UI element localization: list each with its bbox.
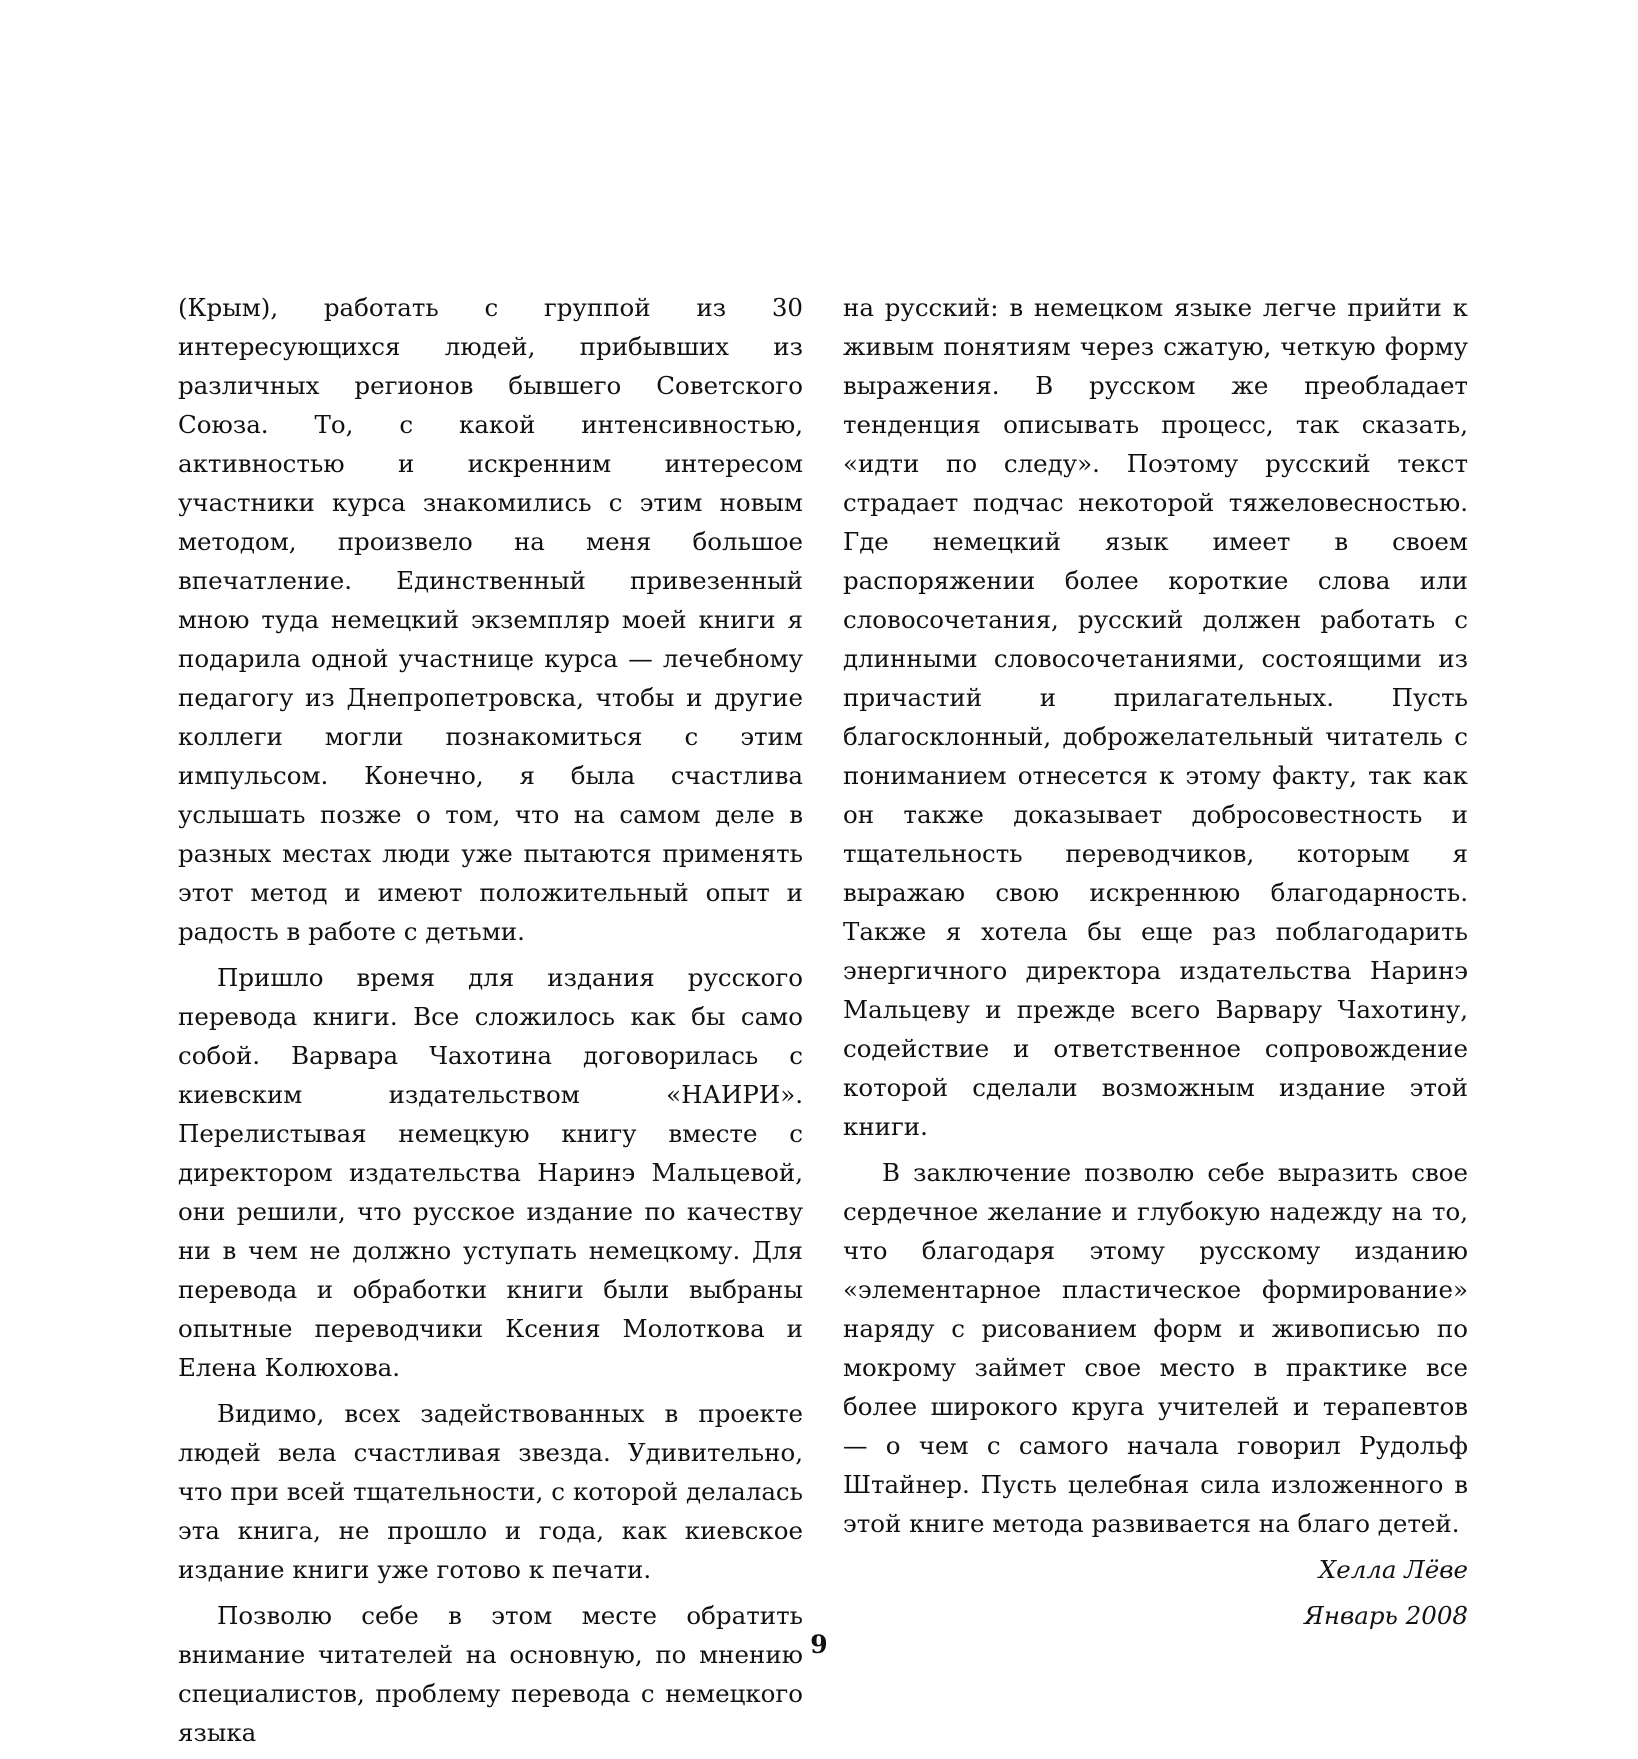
paragraph-left-3: Видимо, всех задействованных в проекте людей вела счастливая звезда. Удивительно, что при всей тщательности, с которой делалась эта книга, не прошло и года, как киевское издание книги уже готово к печати. — [178, 1399, 803, 1584]
paragraph-left-4: Позволю себе в этом месте обратить внимание читателей на основную, по мнению специалистов, проблему перевода с немецкого языка — [178, 1601, 803, 1747]
paragraph-left-2: Пришло время для издания русского перевода книги. Все сложилось как бы само собой. Варвара Чахотина договорилась с киевским издательством «НАИРИ». Перелистывая немецкую книгу вместе с директором издательства Наринэ Мальцевой, они решили, что русское издание по качеству ни в чем не должно уступать немецкому. Для перевода и обработки книги были выбраны опытные переводчики Ксения Молоткова и Елена Колюхова. — [178, 963, 803, 1382]
right-column — [843, 288, 1468, 1642]
page-number: 9 — [810, 1630, 828, 1659]
signature-name: Хелла Лёве — [1318, 1555, 1468, 1584]
paragraph-right-1: на русский: в немецком языке легче прийти к живым понятиям через сжатую, четкую форму выражения. В русском же преобладает тенденция описывать процесс, так сказать, «идти по следу». Поэтому русский текст страдает подчас некоторой тяжеловесностью. Где немецкий язык имеет в своем распоряжении более короткие слова или словосочетания, русский должен работать с длинными словосочетаниями, состоящими из причастий и прилагательных. Пусть благосклонный, доброжелательный читатель с пониманием отнесется к этому факту, так как он также доказывает добросовестность и тщательность переводчиков, которым я выражаю свою искреннюю благодарность. Также я хотела бы еще раз поблагодарить энергичного директора издательства Наринэ Мальцеву и прежде всего Варвару Чахотину, содействие и ответственное сопровождение которой сделали возможным издание этой книги. — [843, 293, 1468, 1141]
paragraph-left-1: (Крым), работать с группой из 30 интересующихся людей, прибывших из различных регионов бывшего Советского Союза. То, с какой интенсивностью, активностью и искренним интересом участники курса знакомились с этим новым методом, произвело на меня большое впечатление. Единственный привезенный мною туда немецкий экземпляр моей книги я подарила одной участнице курса — лечебному педагогу из Днепропетровска, чтобы и другие коллеги могли познакомиться с этим импульсом. Конечно, я была счастлива услышать позже о том, что на самом деле в разных местах люди уже пытаются применять этот метод и имеют положительный опыт и радость в работе с детьми. — [178, 293, 803, 946]
left-column — [178, 288, 803, 1759]
paragraph-right-2: В заключение позволю себе выразить свое сердечное желание и глубокую надежду на то, что благодаря этому русскому изданию «элементарное пластическое формирование» наряду с рисованием форм и живописью по мокрому займет свое место в практике все более широкого круга учителей и терапевтов — о чем с самого начала говорил Рудольф Штайнер. Пусть целебная сила изложенного в этой книге метода развивается на благо детей. — [843, 1158, 1468, 1538]
signature-date: Январь 2008 — [1304, 1601, 1468, 1630]
